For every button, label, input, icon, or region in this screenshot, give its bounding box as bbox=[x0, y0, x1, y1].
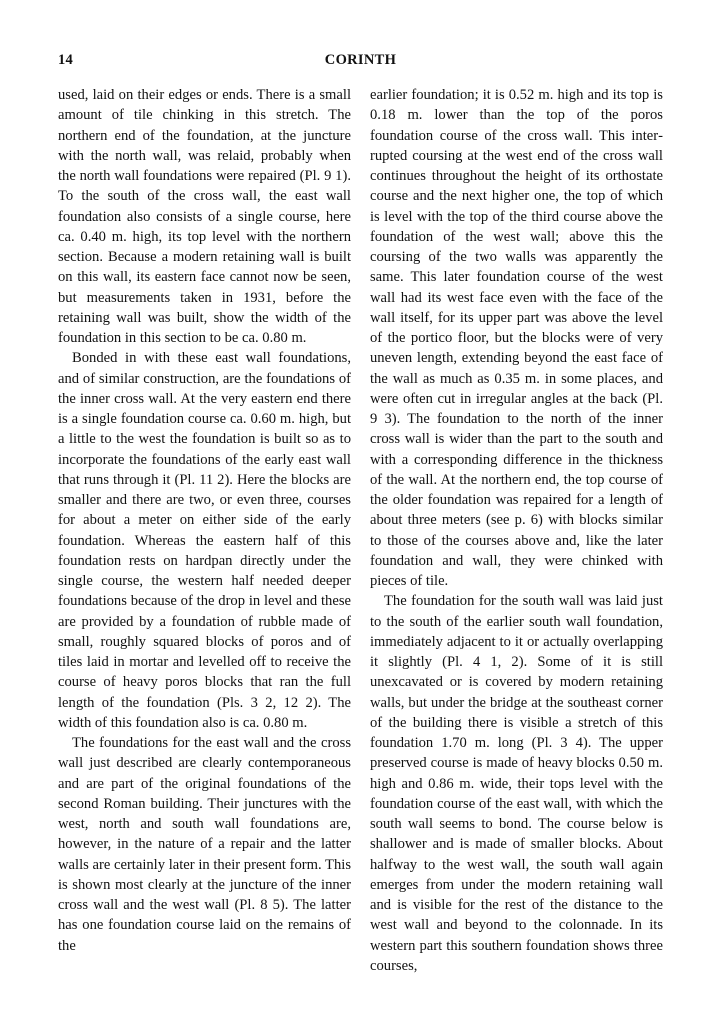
paragraph: used, laid on their edges or ends. There is a small amount of tile chinking in this stretch. The northern end of the foundation, at the juncture with the north wall, was relaid, probably when the north wall foundations were repaired (Pl. 9 1). To the south of the cross wall, the east wall foundation also consists of a single course, here ca. 0.40 m. high, its top level with the northern section. Because a modern retaining wall is built on this wall, its eastern face cannot now be seen, but measurements taken in 1931, before the retaining wall was built, show the width of the foundation in this section to be ca. 0.80 m. bbox=[58, 87, 351, 346]
paragraph: earlier foundation; it is 0.52 m. high and its top is 0.18 m. lower than the top of the poros foundation course of the cross wall. This interrupted coursing at the west end of the cross wall continues throughout the height of its orthostate course and the next higher one, the top of which is level with the top of the third course above the foundation of the west wall; above this the coursing of the two walls was apparently the same. This later foundation course of the west wall had its west face even with the face of the wall itself, for its upper part was above the level of the portico floor, but the blocks were of very uneven length, extending beyond the east face of the wall as much as 0.35 m. in some places, and were often cut in irregular angles at the back (Pl. 9 3). The foundation to the north of the inner cross wall is wider than the part to the south and with a corresponding difference in the thickness of the wall. At the northern end, the top course of the older foundation was repaired for a length of about three meters (see p. 6) with blocks similar to those of the courses above and, like the later foundation and wall, they were chinked with pieces of tile. bbox=[370, 87, 663, 589]
running-head bbox=[58, 52, 663, 74]
paragraph: The foundations for the east wall and the cross wall just described are clearly contemporaneous and are part of the original foundations of the second Roman building. Their junctures with the west, north and south wall foundations are, however, in the nature of a repair and the latter walls are certainly later in their present form. This is shown most clearly at the juncture of the inner cross wall and the west wall (Pl. 8 5). The latter has one foundation course laid on the remains of the bbox=[58, 735, 351, 954]
text-columns bbox=[58, 85, 663, 976]
right-column bbox=[370, 85, 663, 976]
paragraph: The foundation for the south wall was laid just to the south of the earlier south wall foundation, immediately adjacent to it or actually overlapping it slightly (Pl. 4 1, 2). Some of it is still unexcavated or is covered by modern retaining walls, but under the bridge at the southeast corner of the building there is visible a stretch of this foundation 1.70 m. long (Pl. 3 4). The upper preserved course is made of heavy blocks 0.50 m. high and 0.86 m. wide, their tops level with the foundation course of the east wall, with which the south wall seems to bond. The course below is shallower and is made of smaller blocks. About halfway to the west wall, the south wall again emerges from under the modern retaining wall and is visible for the rest of the distance to the west wall and beyond to the colonnade. In its western part this southern foundation shows three courses, bbox=[370, 593, 663, 974]
running-title: CORINTH bbox=[324, 52, 397, 68]
left-column bbox=[58, 85, 351, 976]
paragraph: Bonded in with these east wall foundations, and of similar construction, are the foundations of the inner cross wall. At the very eastern end there is a single foundation course ca. 0.60 m. high, but a little to the west the foundation is built so as to incorporate the foundations of the early east wall that runs through it (Pl. 11 2). Here the blocks are smaller and there are two, or even three, courses for about a meter on either side of the early foundation. Whereas the eastern half of this foundation rests on hardpan directly under the single course, the western half needed deeper foundations because of the drop in level and these are provided by a foundation of rubble made of small, roughly squared blocks of poros and of tiles laid in mortar and levelled off to receive the course of heavy poros blocks that ran the full length of the foundation (Pls. 3 2, 12 2). The width of this foundation also is ca. 0.80 m. bbox=[58, 350, 351, 731]
page-number: 14 bbox=[58, 52, 74, 68]
book-page bbox=[58, 52, 663, 1002]
